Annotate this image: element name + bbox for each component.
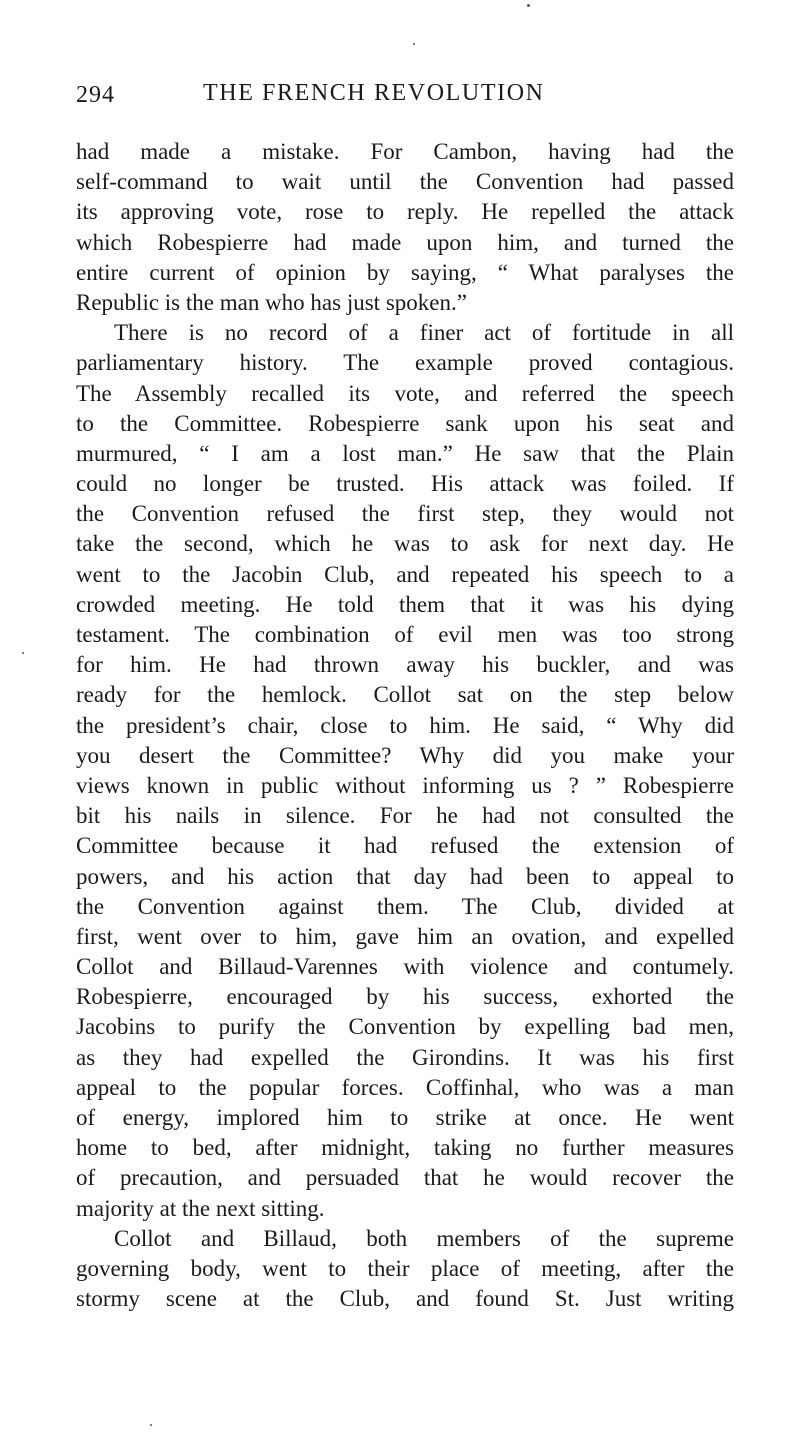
text-line: Robespierre, encouraged by his success, exhorted the: [76, 984, 734, 1010]
text-line: testament. The combination of evil men was too strong: [76, 622, 734, 647]
text-line: There is no record of a finer act of fortitude in all: [114, 320, 734, 346]
text-line: to the Committee. Robespierre sank upon his seat and: [76, 410, 734, 436]
text-line: for him. He had thrown away his buckler, and was: [76, 652, 734, 678]
page-number: 294: [76, 82, 115, 108]
text-line: the Convention refused the first step, they would not: [76, 501, 734, 527]
text-line: ready for the hemlock. Collot sat on the step below: [76, 682, 734, 708]
text-line: the president’s chair, close to him. He said, “ Why did: [76, 712, 734, 738]
text-line: The Assembly recalled its vote, and referred the speech: [76, 380, 734, 406]
text-line: which Robespierre had made upon him, and turned the: [76, 229, 734, 255]
running-header: [76, 80, 736, 116]
text-line: Jacobins to purify the Convention by expelling bad men,: [76, 1014, 734, 1040]
text-line: entire current of opinion by saying, “ What paralyses the: [76, 259, 734, 285]
text-line: Committee because it had refused the extension of: [76, 833, 734, 859]
text-line: crowded meeting. He told them that it was his dying: [76, 591, 734, 617]
text-line: had made a mistake. For Cambon, having had the: [76, 139, 734, 164]
scan-speck: [413, 43, 415, 45]
text-line: could no longer be trusted. His attack was foiled. If: [76, 471, 734, 497]
text-line: stormy scene at the Club, and found St. Just writing: [76, 1286, 734, 1312]
text-line: of energy, implored him to strike at once. He went: [76, 1105, 734, 1130]
text-line: take the second, which he was to ask for next day. He: [76, 531, 734, 557]
text-line: Collot and Billaud, both members of the supreme: [114, 1225, 734, 1251]
scan-speck: [527, 4, 530, 7]
running-title: THE FRENCH REVOLUTION: [203, 80, 545, 106]
text-line: self-command to wait until the Convention had passed: [76, 169, 734, 195]
text-line: the Convention against them. The Club, divided at: [76, 893, 734, 919]
body-text: [76, 137, 734, 1314]
text-line: Republic is the man who has just spoken.”: [76, 289, 467, 315]
text-line: murmured, “ I am a lost man.” He saw that the Plain: [76, 440, 734, 466]
text-line: majority at the next sitting.: [76, 1195, 325, 1221]
text-line: as they had expelled the Girondins. It was his first: [76, 1044, 734, 1070]
text-line: appeal to the popular forces. Coffinhal, who was a man: [76, 1074, 734, 1100]
text-line: went to the Jacobin Club, and repeated his speech to a: [76, 561, 734, 587]
text-line: of precaution, and persuaded that he would recover the: [76, 1165, 734, 1191]
text-line: views known in public without informing us ? ” Robespierre: [76, 772, 734, 798]
text-line: Collot and Billaud-Varennes with violence and contumely.: [76, 954, 734, 980]
text-line: parliamentary history. The example proved contagious.: [76, 350, 734, 376]
text-line: powers, and his action that day had been to appeal to: [76, 863, 734, 889]
scan-speck: [22, 652, 24, 654]
text-line: first, went over to him, gave him an ovation, and expelled: [76, 923, 734, 949]
text-line: home to bed, after midnight, taking no further measures: [76, 1135, 734, 1161]
text-line: bit his nails in silence. For he had not consulted the: [76, 803, 734, 829]
scan-speck: [150, 1424, 152, 1426]
text-line: its approving vote, rose to reply. He repelled the attack: [76, 199, 734, 225]
text-line: governing body, went to their place of meeting, after the: [76, 1255, 734, 1281]
text-line: you desert the Committee? Why did you make your: [76, 742, 734, 768]
